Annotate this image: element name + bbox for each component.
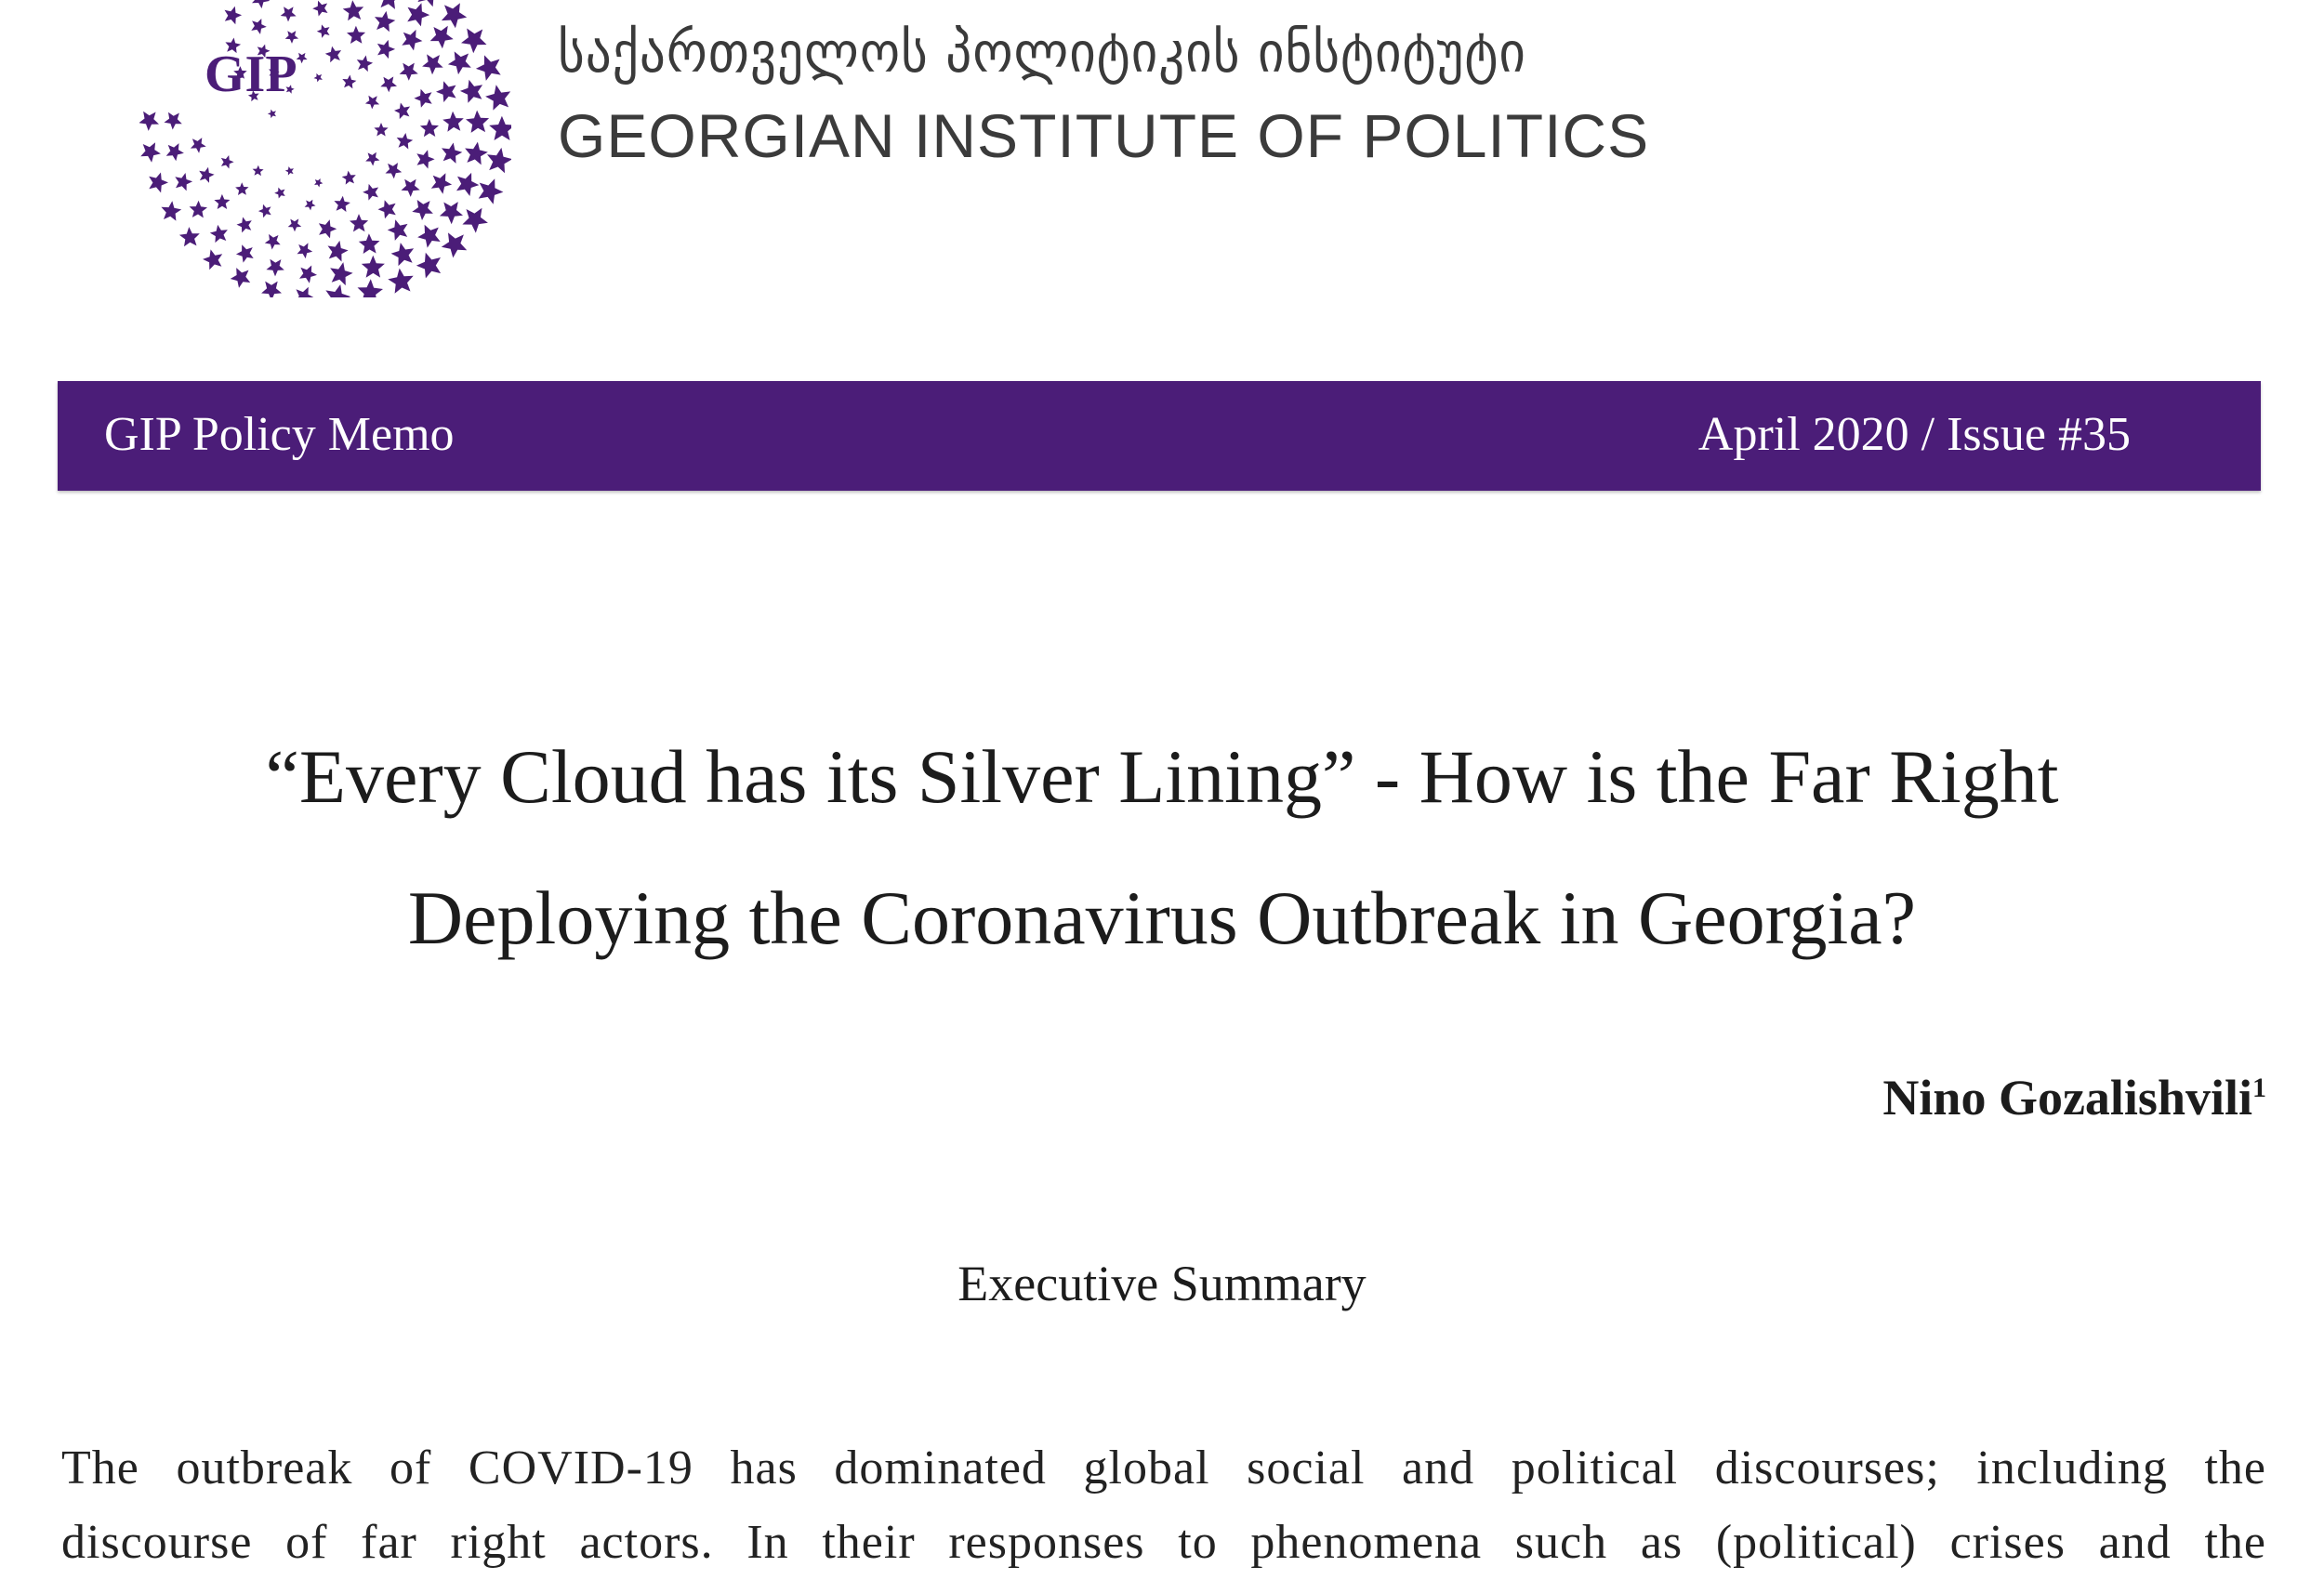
logo-star <box>489 116 511 140</box>
logo-star <box>365 96 379 110</box>
logo-star <box>388 269 413 294</box>
logo-star <box>402 30 422 51</box>
logo-star <box>412 200 433 220</box>
logo-star <box>422 54 443 74</box>
logo-star <box>261 282 282 297</box>
logo-star <box>448 51 471 74</box>
logo-star <box>442 3 467 28</box>
logo-star <box>140 142 161 163</box>
logo-star <box>225 7 243 24</box>
logo-star <box>325 46 341 62</box>
memo-banner <box>58 381 2261 491</box>
logo-star <box>258 204 271 217</box>
body-line-1: The outbreak of COVID-19 has dominated global social and political discourses; including the <box>61 1442 2266 1494</box>
body-paragraph <box>61 1431 2266 1580</box>
logo-star <box>191 138 206 153</box>
logo-star <box>391 243 415 266</box>
logo-star <box>265 234 281 250</box>
logo-star <box>431 173 452 193</box>
logo-star <box>190 201 207 218</box>
logo-star <box>274 188 285 199</box>
gip-star-globe-icon <box>139 0 511 297</box>
logo-star <box>288 218 302 231</box>
memo-series-label: GIP Policy Memo <box>104 408 455 461</box>
logo-star <box>343 0 364 20</box>
logo-star <box>363 184 378 201</box>
author <box>1882 1069 2266 1126</box>
logo-star <box>420 119 439 137</box>
logo-star <box>312 1 327 17</box>
logo-star <box>203 249 222 270</box>
body-line-2: discourse of far right actors. In their responses to phenomena such as (political) crises and the <box>61 1516 2266 1569</box>
logo-star <box>460 80 482 103</box>
logo-star <box>314 73 323 83</box>
document-title <box>58 706 2266 989</box>
logo-star <box>325 284 350 297</box>
logo-star <box>297 243 313 258</box>
logo-star <box>299 266 317 283</box>
logo-star <box>394 103 410 120</box>
author-name: Nino Gozalishvili <box>1882 1070 2252 1126</box>
logo-star <box>442 112 464 132</box>
logo-star <box>342 171 356 185</box>
logo-star <box>397 133 414 150</box>
logo-star <box>430 26 454 48</box>
logo-star <box>440 202 463 224</box>
logo-star <box>319 219 337 238</box>
logo-star <box>166 143 184 161</box>
logo-star <box>461 29 487 54</box>
logo-star <box>281 7 297 21</box>
org-name-english: GEORGIAN INSTITUTE OF POLITICS <box>558 101 1650 170</box>
logo-star <box>436 81 456 102</box>
logo-star <box>417 225 441 248</box>
logo-star <box>221 155 234 169</box>
title-line-1: “Every Cloud has its Silver Lining” - How is the Far Right <box>265 734 2059 819</box>
logo-star <box>465 142 488 165</box>
logo-star <box>231 268 251 288</box>
logo-star <box>357 56 373 72</box>
logo-star <box>350 214 368 231</box>
logo-star <box>456 173 479 196</box>
logo-star <box>295 287 315 297</box>
logo-text: GIP <box>205 46 297 103</box>
logo-star <box>334 196 350 212</box>
logo-star <box>235 182 248 195</box>
logo-star <box>362 256 385 278</box>
logo-star <box>374 123 388 137</box>
author-footnote-marker: 1 <box>2252 1073 2266 1103</box>
logo-star <box>179 227 200 246</box>
logo-star <box>251 19 267 34</box>
logo-star <box>342 75 356 89</box>
logo-star <box>285 166 294 176</box>
section-heading: Executive Summary <box>957 1256 1367 1311</box>
logo-star <box>359 233 380 254</box>
logo-star <box>330 262 353 285</box>
logo-star <box>317 24 330 38</box>
logo-star <box>236 244 254 262</box>
issue-date-label: April 2020 / Issue #35 <box>1697 408 2131 461</box>
logo-star <box>487 148 511 173</box>
logo-star <box>462 208 488 233</box>
logo-star <box>378 200 396 218</box>
logo-star <box>365 152 379 166</box>
logo-star <box>358 279 384 297</box>
logo-star <box>485 85 510 110</box>
logo-star <box>139 112 159 131</box>
logo-star <box>377 40 395 59</box>
logo-star <box>414 89 431 108</box>
logo-star <box>328 241 349 262</box>
title-line-2: Deploying the Coronavirus Outbreak in Georgia? <box>407 876 1917 960</box>
logo-star <box>149 173 168 193</box>
logo-star <box>266 259 284 277</box>
logo-star <box>297 53 308 63</box>
logo-star <box>442 232 467 257</box>
logo-star <box>378 0 402 9</box>
logo-star <box>237 217 252 233</box>
logo-star <box>466 111 489 133</box>
logo-star <box>253 165 264 177</box>
logo-star <box>402 179 420 197</box>
logo-star <box>305 200 316 211</box>
logo-star <box>347 26 365 44</box>
logo-star <box>400 63 418 81</box>
logo-star <box>442 143 462 164</box>
logo-star <box>479 178 504 204</box>
logo-star <box>386 163 403 178</box>
logo-star <box>268 110 276 119</box>
watermark <box>1013 54 2054 258</box>
logo-star <box>407 3 429 26</box>
logo-star <box>214 194 230 209</box>
logo-star <box>252 0 270 8</box>
logo-star <box>285 31 298 44</box>
logo-star <box>175 173 192 191</box>
logo-star <box>375 11 395 32</box>
logo-star <box>161 201 181 220</box>
logo-star <box>416 150 434 168</box>
logo-star <box>314 178 323 188</box>
gip-logo <box>139 0 511 297</box>
logo-star <box>199 167 214 183</box>
logo-star <box>476 55 501 81</box>
logo-star <box>388 219 408 241</box>
logo-star <box>165 112 182 130</box>
logo-star <box>380 76 397 92</box>
logo-star <box>416 253 441 279</box>
logo-star <box>210 225 228 243</box>
org-name-georgian: საქართველოს პოლიტიკის ინსტიტუტი <box>558 20 1526 86</box>
